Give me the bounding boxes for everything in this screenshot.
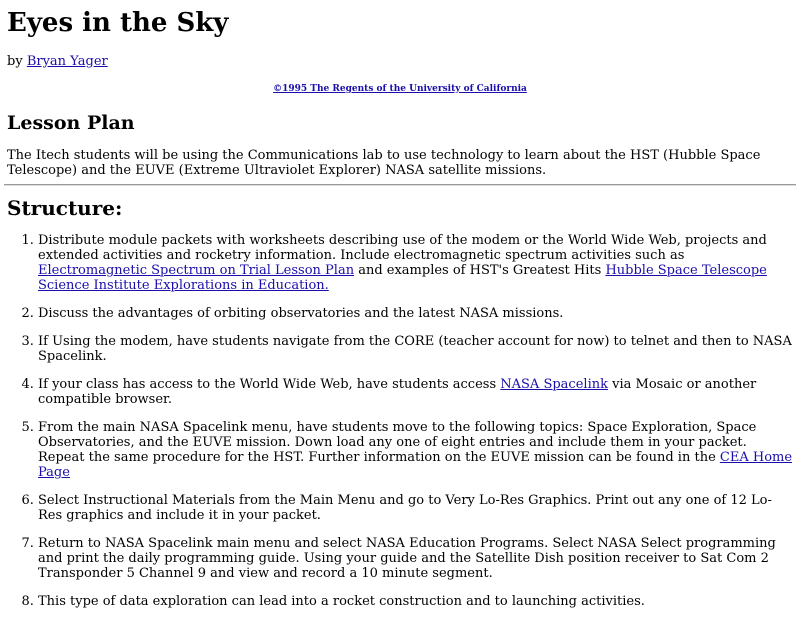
page-title: Eyes in the Sky — [7, 8, 229, 38]
byline — [7, 54, 793, 70]
item-7-text: Return to NASA Spacelink main menu and select NASA Education Programs. Select NASA Select programming and print the daily programming guide. Using your guide and the Satellite Dish position receiver to Sat Com 2 Transponder 5 Channel 9 and view and record a 10 minute segment. — [38, 536, 776, 581]
item-1-text-a: Distribute module packets with worksheets describing use of the modem or the World Wide Web, projects and extended activities and rocketry information. Include electromagnetic spectrum activities such as — [38, 233, 767, 263]
item-5-text: From the main NASA Spacelink menu, have students move to the following topics: Space Exploration, Space Observatories, and the EUVE mission. Down load any one of eight entries and include them in your packet. Repeat the same procedure for the HST. Further information on the EUVE mission can be found in the — [38, 420, 757, 465]
lesson-plan-heading: Lesson Plan — [7, 112, 135, 134]
item-2-text: Discuss the advantages of orbiting observatories and the latest NASA missions. — [38, 306, 564, 321]
list-item — [38, 536, 793, 581]
list-item — [38, 233, 793, 293]
item-8-text: This type of data exploration can lead into a rocket construction and to launching activities. — [38, 594, 645, 609]
author-link[interactable]: Bryan Yager — [26, 54, 108, 69]
list-item — [38, 420, 793, 480]
item-3-text: If Using the modem, have students navigate from the CORE (teacher account for now) to telnet and then to NASA Spacelink. — [38, 334, 792, 364]
nasa-spacelink-link[interactable]: NASA Spacelink — [500, 377, 608, 392]
list-item — [38, 306, 793, 321]
lesson-plan-text: The Itech students will be using the Communications lab to use technology to learn about the HST (Hubble Space Telescope) and the EUVE (Extreme Ultraviolet Explorer) NASA satellite missions. — [7, 148, 761, 178]
page-content — [7, 0, 793, 622]
item-6-text: Select Instructional Materials from the Main Menu and go to Very Lo-Res Graphics. Print out any one of 12 Lo-Res graphics and include it in your packet. — [38, 493, 772, 523]
hubble-explorations-link[interactable]: Hubble Space Telescope Science Institute Explorations in Education. — [38, 263, 767, 293]
list-item — [38, 334, 793, 364]
item-4-text-a: If your class has access to the World Wide Web, have students access — [38, 377, 501, 392]
structure-heading: Structure: — [7, 196, 123, 220]
list-item — [38, 594, 793, 609]
byline-prefix: by — [7, 54, 23, 69]
item-1-text-b: and examples of HST's Greatest Hits — [354, 263, 606, 278]
cea-home-page-link[interactable]: CEA Home Page — [38, 450, 793, 480]
list-item — [38, 377, 793, 407]
section-divider — [4, 184, 796, 186]
copyright-notice — [7, 83, 793, 95]
item-4-text-b: via Mosaic or another compatible browser. — [38, 377, 757, 407]
copyright-link[interactable]: ©1995 The Regents of the University of California — [273, 84, 527, 94]
electromagnetic-spectrum-link[interactable]: Electromagnetic Spectrum on Trial Lesson Plan — [38, 263, 355, 278]
structure-list — [7, 233, 793, 609]
list-item — [38, 493, 793, 523]
